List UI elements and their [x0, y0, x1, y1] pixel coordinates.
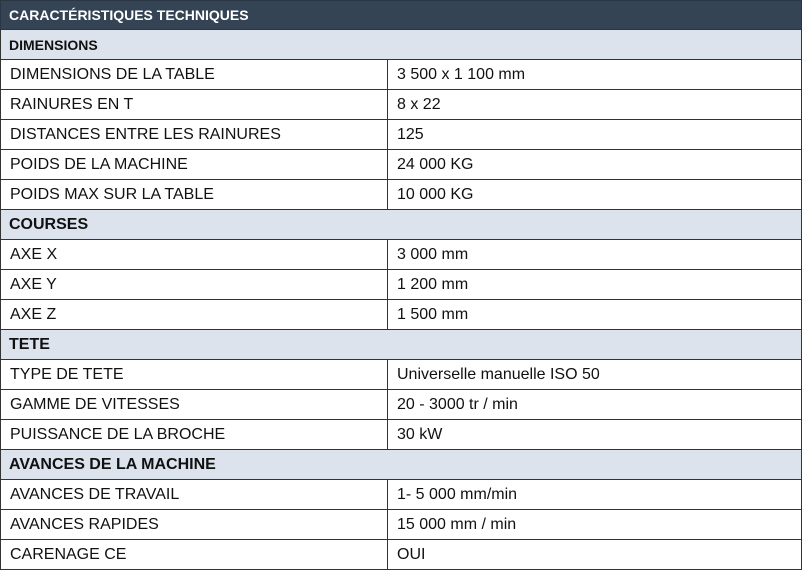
table-row — [1, 270, 802, 300]
section-heading: AVANCES DE LA MACHINE — [1, 450, 802, 480]
table-row — [1, 90, 802, 120]
spec-label: TYPE DE TETE — [1, 360, 388, 390]
table-row — [1, 420, 802, 450]
section-heading: TETE — [1, 330, 802, 360]
spec-value: 10 000 KG — [388, 180, 802, 210]
spec-label: PUISSANCE DE LA BROCHE — [1, 420, 388, 450]
spec-value: 3 500 x 1 100 mm — [388, 60, 802, 90]
table-title-row — [1, 1, 802, 30]
table-row — [1, 120, 802, 150]
table-row — [1, 60, 802, 90]
spec-label: RAINURES EN T — [1, 90, 388, 120]
table-row — [1, 240, 802, 270]
spec-value: 30 kW — [388, 420, 802, 450]
spec-label: AXE Z — [1, 300, 388, 330]
table-title: CARACTÉRISTIQUES TECHNIQUES — [1, 1, 802, 30]
spec-label: AVANCES DE TRAVAIL — [1, 480, 388, 510]
table-row — [1, 300, 802, 330]
section-heading: COURSES — [1, 210, 802, 240]
spec-value: 1 200 mm — [388, 270, 802, 300]
table-row — [1, 150, 802, 180]
spec-value: OUI — [388, 540, 802, 570]
spec-label: DIMENSIONS DE LA TABLE — [1, 60, 388, 90]
spec-value: 1- 5 000 mm/min — [388, 480, 802, 510]
spec-label: AXE Y — [1, 270, 388, 300]
spec-value: 8 x 22 — [388, 90, 802, 120]
spec-label: AXE X — [1, 240, 388, 270]
section-heading: DIMENSIONS — [1, 30, 802, 60]
section-header-avances — [1, 450, 802, 480]
spec-label: POIDS DE LA MACHINE — [1, 150, 388, 180]
spec-label: CARENAGE CE — [1, 540, 388, 570]
section-header-tete — [1, 330, 802, 360]
section-header-dimensions — [1, 30, 802, 60]
table-row — [1, 390, 802, 420]
spec-value: 15 000 mm / min — [388, 510, 802, 540]
section-header-courses — [1, 210, 802, 240]
spec-label: POIDS MAX SUR LA TABLE — [1, 180, 388, 210]
spec-label: AVANCES RAPIDES — [1, 510, 388, 540]
table-row — [1, 540, 802, 570]
table-row — [1, 180, 802, 210]
spec-value: 3 000 mm — [388, 240, 802, 270]
table-row — [1, 360, 802, 390]
spec-label: GAMME DE VITESSES — [1, 390, 388, 420]
spec-value: 24 000 KG — [388, 150, 802, 180]
table-row — [1, 510, 802, 540]
spec-value: 20 - 3000 tr / min — [388, 390, 802, 420]
spec-label: DISTANCES ENTRE LES RAINURES — [1, 120, 388, 150]
table-row — [1, 480, 802, 510]
spec-value: 125 — [388, 120, 802, 150]
spec-value: Universelle manuelle ISO 50 — [388, 360, 802, 390]
spec-value: 1 500 mm — [388, 300, 802, 330]
